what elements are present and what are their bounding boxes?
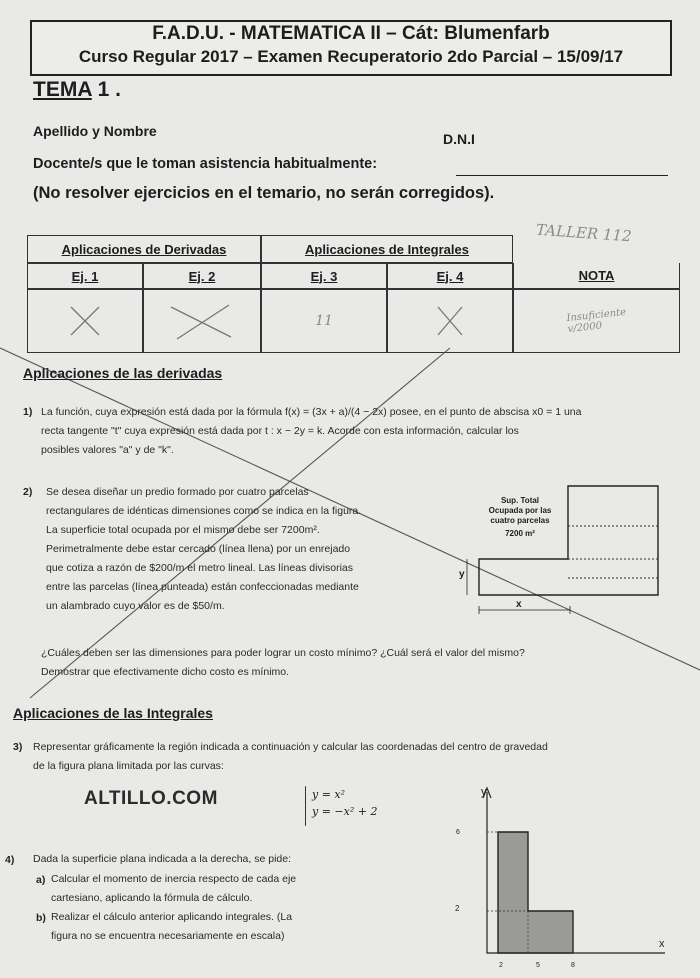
cross-mark-icon [65, 301, 105, 341]
warning-text: (No resolver ejercicios en el temario, no serán corregidos). [33, 184, 495, 202]
q4-number: 4) [5, 854, 15, 866]
tick-label-6: 6 [456, 829, 460, 836]
curves-system: y = x² y = −x² + 2 [312, 788, 378, 818]
section-derivadas-title: Aplicaciones de las derivadas [23, 365, 223, 381]
nota-handwriting: Insuficiente v/2000 [565, 306, 627, 336]
table-cell-ej3: 11 [261, 289, 387, 353]
q3-number: 3) [13, 741, 23, 753]
tick-label-2-y: 2 [455, 904, 460, 913]
header-subtitle: Curso Regular 2017 – Examen Recuperatorio 2do Parcial – 15/09/17 [78, 47, 624, 66]
name-field-label: Apellido y Nombre [33, 123, 157, 139]
l-figure-y-axis-label: y [481, 786, 487, 798]
table-group-integrales: Aplicaciones de Integrales [261, 235, 513, 263]
cross-mark-icon [430, 301, 470, 341]
handwritten-taller: TALLER 112 [535, 220, 633, 246]
q2-questions: ¿Cuáles deben ser las dimensiones para poder lograr un costo mínimo? ¿Cuál será el valor del mismo? Demostrar que efectivamente dicho costo es mínimo. [41, 647, 525, 678]
q4-b-label: b) [36, 912, 46, 924]
l-shape-figure [420, 780, 690, 978]
tick-label-5: 5 [536, 962, 540, 969]
table-header-ej1: Ej. 1 [27, 263, 143, 289]
parcel-figure [455, 482, 670, 617]
q3-text: Representar gráficamente la región indicada a continuación y calcular las coordenadas del centro de gravedad de la figura plana limitada por las curvas: [33, 741, 548, 772]
l-figure-x-axis-label: x [659, 938, 665, 950]
q4-a-label: a) [36, 874, 46, 886]
tick-label-2-x: 2 [499, 962, 503, 969]
tema-label: TEMA 1 . [33, 78, 121, 101]
teacher-field-label: Docente/s que le toman asistencia habitualmente: [33, 156, 378, 172]
cross-mark-icon [167, 299, 237, 343]
parcel-figure-y-label: y [459, 569, 465, 580]
parcel-figure-x-label: x [516, 599, 522, 610]
q4-a-text: Calcular el momento de inercia respecto de cada eje cartesiano, aplicando la fórmula de cálculo. [51, 873, 297, 904]
table-header-nota: NOTA [513, 263, 680, 289]
parcel-figure-caption: Sup. Total Ocupada por las cuatro parcelas 7200 m² [488, 496, 552, 538]
q2-number: 2) [23, 486, 33, 498]
table-header-ej2: Ej. 2 [143, 263, 261, 289]
q2-text: Se desea diseñar un predio formado por cuatro parcelas rectangulares de idénticas dimensiones como se indica en la figura. La superficie total ocupada por el mismo debe ser 7200m². Perimetralmente debe estar cercado (línea llena) por un enrejado que cotiza a razón de $200/m el metro lineal. Las líneas divisorias entre las parcelas (línea punteada) están confeccionadas mediante un alambrado cuyo valor es de $50/m. [46, 486, 362, 612]
table-group-derivadas: Aplicaciones de Derivadas [27, 235, 261, 263]
grade-table [27, 229, 680, 357]
section-integrales-title: Aplicaciones de las Integrales [13, 705, 213, 721]
q4-intro: Dada la superficie plana indicada a la derecha, se pide: [33, 853, 292, 865]
watermark-logo: ALTILLO.COM [84, 788, 218, 809]
teacher-field-line [456, 175, 668, 176]
tick-label-8: 8 [571, 962, 575, 969]
table-header-ej3: Ej. 3 [261, 263, 387, 289]
q4-b-text: Realizar el cálculo anterior aplicando integrales. (La figura no se encuentra necesariamente en escala) [51, 911, 293, 942]
q1-number: 1) [23, 406, 33, 418]
q1-text: La función, cuya expresión está dada por la fórmula f(x) = (3x + a)/(4 − 2x) posee, en el punto de abscisa x0 = 1 una recta tangente "t" cuya expresión está dada por t : x − 2y = k. Acorde con esta información, calcular los posibles valores "a" y de "k". [41, 406, 582, 456]
dni-field-label: D.N.I [443, 131, 475, 147]
table-header-ej4: Ej. 4 [387, 263, 513, 289]
header-title: F.A.D.U. - MATEMATICA II – Cát: Blumenfarb [152, 23, 550, 44]
exam-header [30, 20, 672, 76]
system-brace [305, 786, 306, 826]
